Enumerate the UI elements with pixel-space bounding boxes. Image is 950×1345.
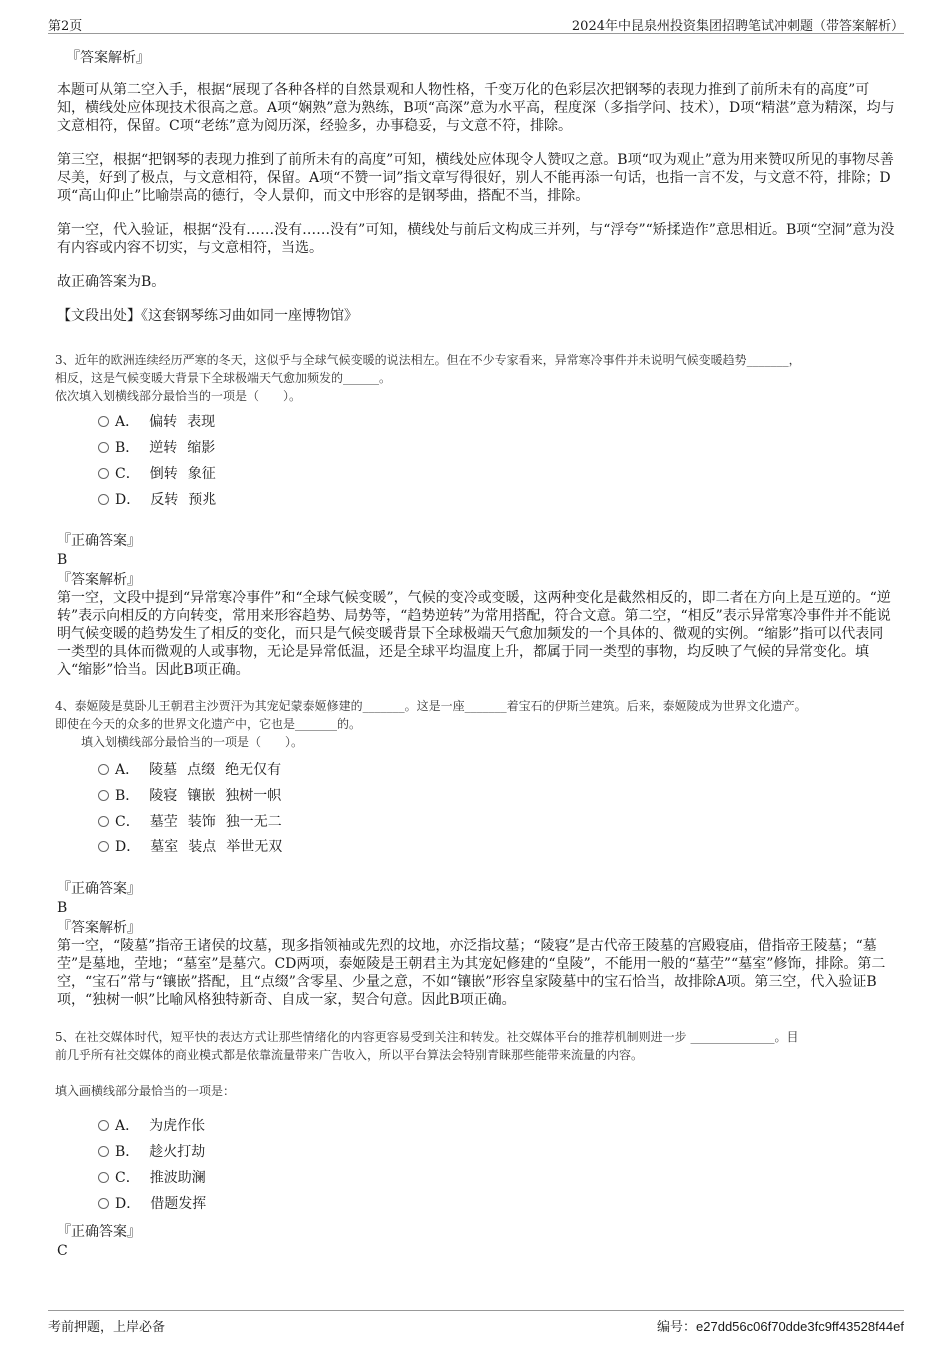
q4-option-b[interactable]: B． 陵寝 镶嵌 独树一帜 — [98, 787, 281, 805]
q5-option-a[interactable]: A． 为虎作伥 — [98, 1117, 205, 1135]
q5-option-c[interactable]: C． 推波助澜 — [98, 1169, 206, 1187]
q3-option-a[interactable]: A． 偏转 表现 — [98, 413, 215, 431]
radio-icon[interactable] — [98, 841, 109, 852]
q2-analysis-paragraph-2: 第三空，根据“把钢琴的表现力推到了前所未有的高度”可知，横线处应体现令人赞叹之意。B项“叹为观止”意为用来赞叹所见的事物尽善尽美，好到了极点，与文意相符，保留。A项“不赞一词”指文章写得很好，别人不能再添一句话，也指一言不发，与文意不符，排除；D项“高山仰止”比喻崇高的德行，令人景仰，而文中形容的是钢琴曲，搭配不当，排除。 — [57, 152, 894, 204]
radio-icon[interactable] — [98, 1198, 109, 1209]
q5-option-d[interactable]: D． 借题发挥 — [98, 1195, 206, 1213]
q4-option-c[interactable]: C． 墓茔 装饰 独一无二 — [98, 813, 282, 831]
radio-icon[interactable] — [98, 442, 109, 453]
q3-option-d[interactable]: D． 反转 预兆 — [98, 491, 216, 509]
q5-answer-heading: 『正确答案』 — [57, 1224, 141, 1240]
q3-option-b[interactable]: B． 逆转 缩影 — [98, 439, 215, 457]
q4-stem — [55, 697, 905, 751]
q2-source: 【文段出处】《这套钢琴练习曲如同一座博物馆》 — [57, 308, 358, 324]
q3-stem-line-2: 相反，这是气候变暖大背景下全球极端天气愈加频发的______。 — [55, 371, 392, 385]
radio-icon[interactable] — [98, 1172, 109, 1183]
radio-icon[interactable] — [98, 1146, 109, 1157]
q3-answer: B — [57, 552, 68, 568]
q5-stem-line-2: 前几乎所有社交媒体的商业模式都是依靠流量带来广告收入，所以平台算法会特别青睐那些能带来流量的内容。 — [55, 1048, 644, 1062]
radio-icon[interactable] — [98, 764, 109, 775]
document-title: 2024年中昆泉州投资集团招聘笔试冲刺题（带答案解析） — [571, 19, 904, 34]
radio-icon[interactable] — [98, 1120, 109, 1131]
q2-final-answer: 故正确答案为B。 — [57, 274, 166, 290]
q4-stem-line-2: 即使在今天的众多的世界文化遗产中，它也是_______的。 — [55, 717, 362, 731]
q4-analysis-heading: 『答案解析』 — [57, 920, 141, 936]
q3-stem — [55, 351, 905, 405]
q5-answer: C — [57, 1243, 68, 1259]
q4-instruction: 填入划横线部分最恰当的一项是（ ）。 — [81, 735, 304, 749]
radio-icon[interactable] — [98, 494, 109, 505]
page-number: 第2页 — [48, 19, 83, 34]
q3-stem-line-1: 3、近年的欧洲连续经历严寒的冬天，这似乎与全球气候变暖的说法相左。但在不少专家看来，异常寒冷事件并未说明气候变暖趋势_______， — [55, 353, 801, 367]
q2-analysis-paragraph-1: 本题可从第二空入手，根据“展现了各种各样的自然景观和人物性格，千变万化的色彩层次把钢琴的表现力推到了前所未有的高度”可知，横线处应体现技术很高之意。A项“娴熟”意为熟练，B项“高深”意为水平高，程度深（多指学问、技术），D项“精湛”意为精深，均与文意相符，保留。C项“老练”意为阅历深，经验多，办事稳妥，与文意不符，排除。 — [57, 82, 895, 134]
q4-answer-heading: 『正确答案』 — [57, 881, 141, 897]
q4-analysis: 第一空，“陵墓”指帝王诸侯的坟墓，现多指领袖或先烈的坟地，亦泛指坟墓；“陵寝”是古代帝王陵墓的宫殿寝庙，借指帝王陵墓；“墓茔”是墓地，茔地；“墓室”是墓穴。CD两项，泰姬陵是王朝君主为其宠妃修建的“皇陵”，不能用一般的“墓茔”“墓室”修饰，排除。第二空，“宝石”常与“镶嵌”搭配，且“点缀”含零星、少量之意，不如“镶嵌”形容皇家陵墓中的宝石恰当，故排除A项。第三空，代入验证B项，“独树一帜”比喻风格独特新奇、自成一家，契合句意。因此B项正确。 — [57, 938, 886, 1008]
q3-analysis: 第一空，文段中提到“异常寒冷事件”和“全球气候变暖”，气候的变冷或变暖，这两种变化是截然相反的，即二者在方向上是互逆的。“逆转”表示向相反的方向转变，常用来形容趋势、局势等，“趋势逆转”为常用搭配，符合文意。第二空，“相反”表示异常寒冷事件并不能说明气候变暖的趋势发生了相反的变化，而只是气候变暖背景下全球极端天气愈加频发的一个具体的、微观的实例。“缩影”指可以代表同一类型的具体而微观的人或事物，无论是异常低温，还是全球平均温度上升，都属于同一类型的事物，均反映了气候的异常变化。填入“缩影”恰当。因此B项正确。 — [57, 590, 891, 678]
q4-stem-line-1: 4、泰姬陵是莫卧儿王朝君主沙贾汗为其宠妃蒙泰姬修建的_______。这是一座_______着宝石的伊斯兰建筑。后来，泰姬陵成为世界文化遗产。 — [55, 699, 807, 713]
q5-stem-line-1: 5、在社交媒体时代，短平快的表达方式让那些情绪化的内容更容易受到关注和转发。社交媒体平台的推荐机制则进一步 ______________。目 — [55, 1030, 799, 1044]
q2-analysis-paragraph-3: 第一空，代入验证，根据“没有……没有……没有”可知，横线处与前后文构成三并列，与“浮夸”“矫揉造作”意思相近。B项“空洞”意为没有内容或内容不切实，与文意相符，当选。 — [57, 222, 895, 256]
q5-instruction: 填入画横线部分最恰当的一项是： — [55, 1084, 236, 1098]
q4-option-d[interactable]: D． 墓室 装点 举世无双 — [98, 838, 282, 856]
radio-icon[interactable] — [98, 790, 109, 801]
q3-analysis-heading: 『答案解析』 — [57, 572, 141, 588]
q3-option-c[interactable]: C． 倒转 象征 — [98, 465, 216, 483]
page-header — [48, 0, 904, 34]
radio-icon[interactable] — [98, 816, 109, 827]
q3-instruction: 依次填入划横线部分最恰当的一项是（ ）。 — [55, 389, 302, 403]
document-code: 编号：e27dd56c06f70dde3fc9ff43528f44ef — [657, 1319, 904, 1334]
radio-icon[interactable] — [98, 468, 109, 479]
q5-stem — [55, 1028, 905, 1064]
q4-option-a[interactable]: A． 陵墓 点缀 绝无仅有 — [98, 761, 281, 779]
radio-icon[interactable] — [98, 416, 109, 427]
q4-answer: B — [57, 900, 68, 916]
q5-option-b[interactable]: B． 趁火打劫 — [98, 1143, 205, 1161]
q2-analysis-heading: 『答案解析』 — [66, 50, 150, 66]
page-footer — [48, 1310, 904, 1335]
q3-answer-heading: 『正确答案』 — [57, 533, 141, 549]
footer-slogan: 考前押题，上岸必备 — [48, 1320, 166, 1335]
